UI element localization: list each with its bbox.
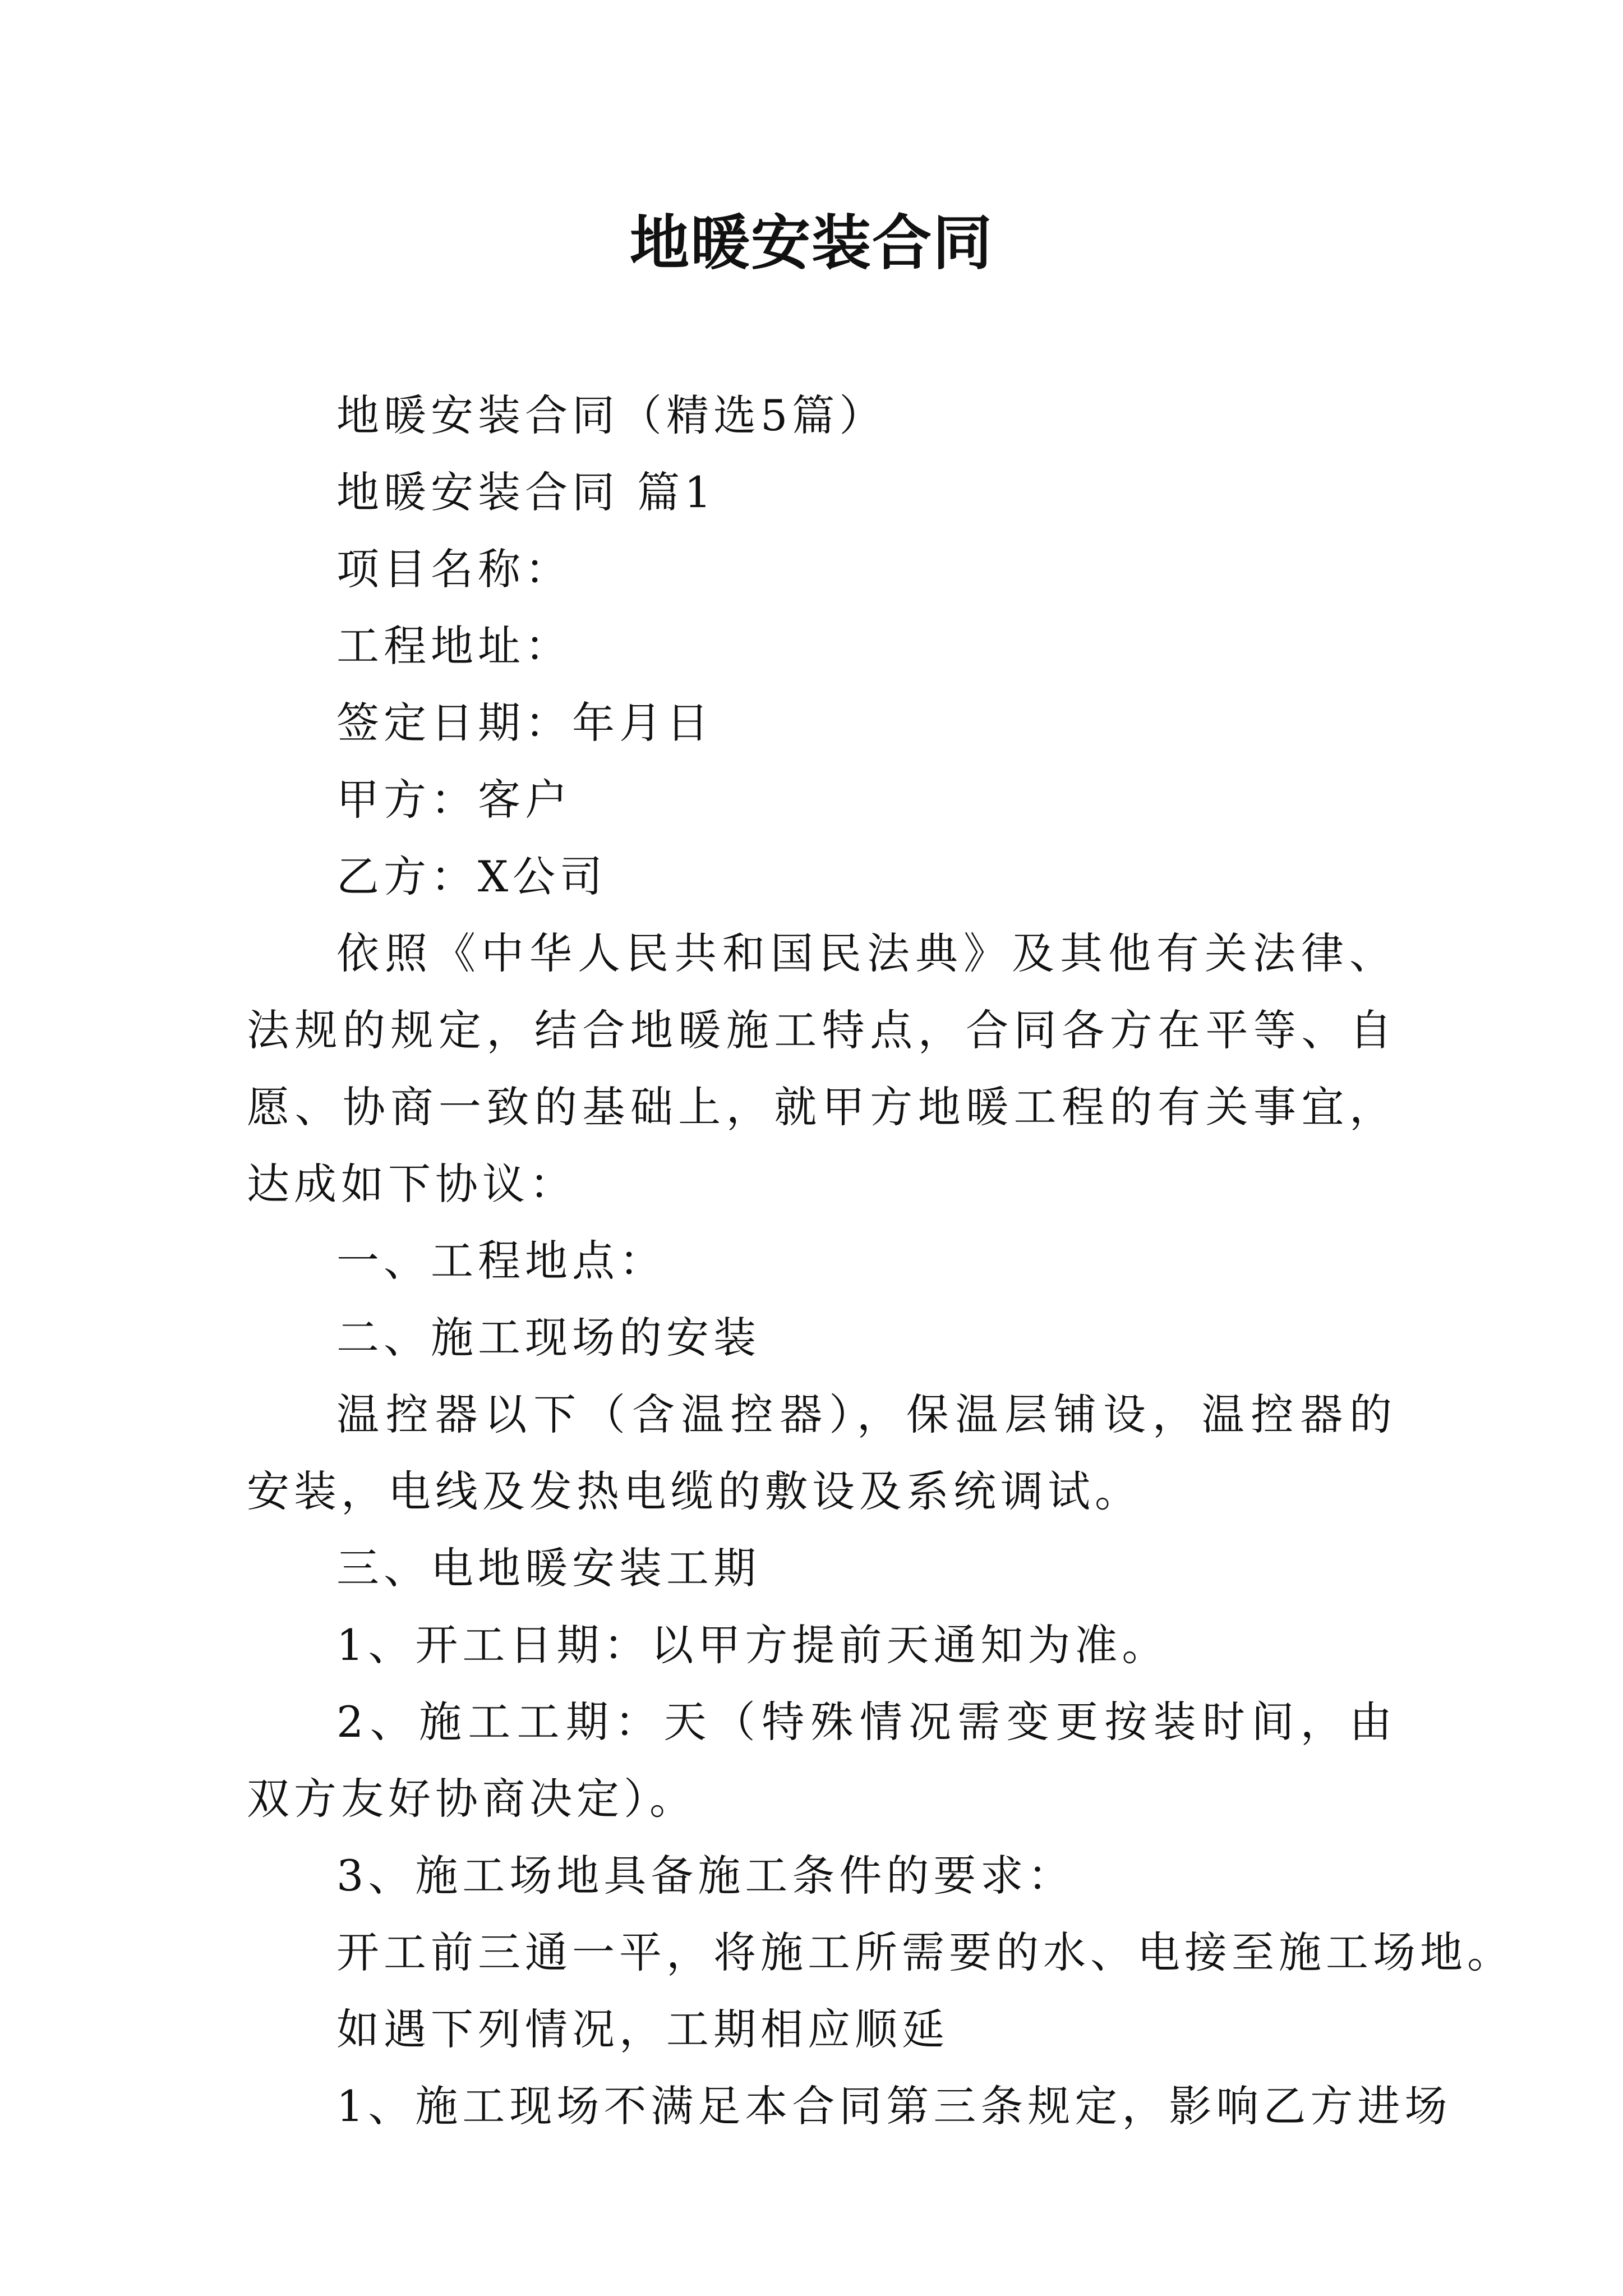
paragraph: 甲方：客户 (336, 775, 572, 825)
paragraph: 二、施工现场的安装 (336, 1313, 760, 1363)
paragraph: 1、施工现场不满足本合同第三条规定，影响乙方进场 (336, 2081, 1452, 2131)
paragraph: 签定日期：年月日 (336, 698, 713, 748)
paragraph: 三、电地暖安装工期 (336, 1543, 760, 1593)
paragraph: 项目名称： (336, 544, 572, 594)
paragraph: 工程地址： (336, 621, 572, 671)
paragraph: 2、施工工期：天（特殊情况需变更按装时间，由双方友好协商决定）。 (247, 1697, 1396, 1824)
paragraph: 乙方：X公司 (336, 852, 607, 901)
paragraph: 一、工程地点： (336, 1236, 666, 1286)
paragraph: 地暖安装合同（精选5篇） (336, 390, 887, 440)
paragraph: 3、施工场地具备施工条件的要求： (336, 1851, 1075, 1901)
paragraph: 开工前三通一平，将施工所需要的水、电接至施工场地。 (336, 1927, 1514, 1977)
paragraph: 1、开工日期：以甲方提前天通知为准。 (336, 1620, 1169, 1670)
document-body (247, 377, 1514, 2145)
paragraph: 地暖安装合同 篇1 (336, 467, 716, 517)
paragraph: 依照《中华人民共和国民法典》及其他有关法律、法规的规定，结合地暖施工特点，合同各方在平等、自愿、协商一致的基础上，就甲方地暖工程的有关事宜，达成如下协议： (247, 928, 1396, 1209)
document-title: 地暖安装合同 (630, 208, 993, 278)
paragraph: 如遇下列情况，工期相应顺延 (336, 2004, 949, 2054)
paragraph: 温控器以下（含温控器），保温层铺设，温控器的安装，电线及发热电缆的敷设及系统调试。 (247, 1389, 1396, 1516)
